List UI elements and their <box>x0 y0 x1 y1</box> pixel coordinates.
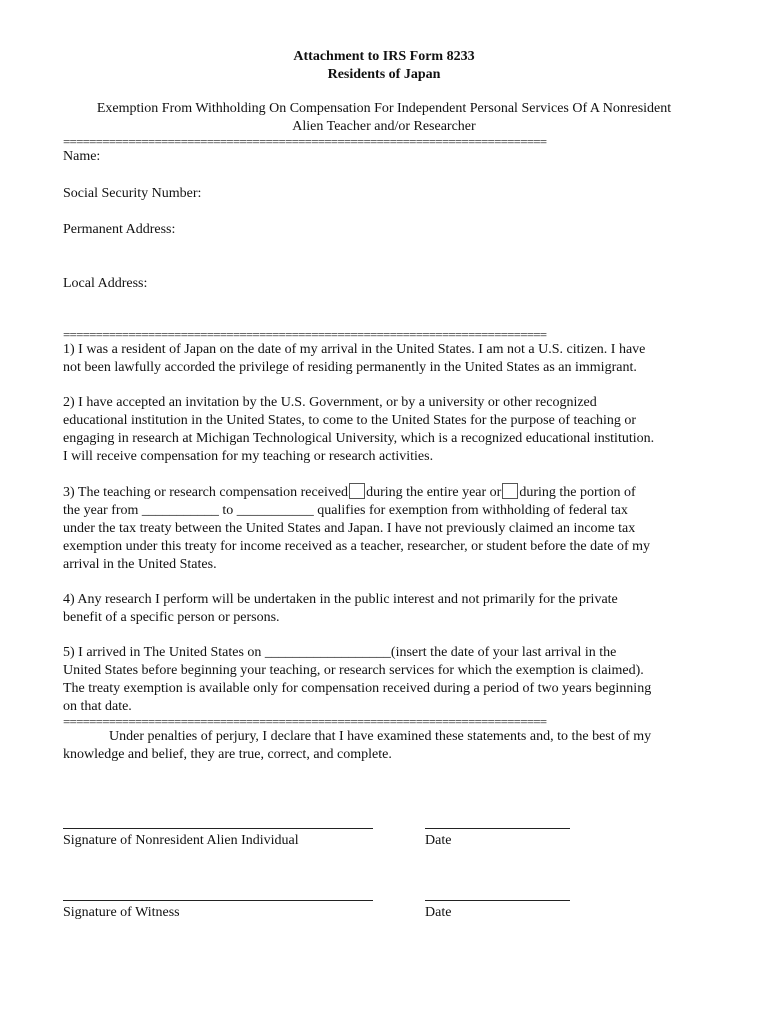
alien-signature-label: Signature of Nonresident Alien Individual <box>63 833 299 848</box>
separator-bottom: ========================================================================== <box>63 716 547 728</box>
statement-3-line4: exemption under this treaty for income received as a teacher, researcher, or student before the date of my <box>63 539 651 554</box>
form-subtitle-line2: Alien Teacher and/or Researcher <box>292 119 476 134</box>
form-title-line1: Attachment to IRS Form 8233 <box>293 49 475 64</box>
statement-5 <box>63 644 705 716</box>
statement-2-line3: engaging in research at Michigan Technological University, which is a recognized educational institution. <box>63 431 655 446</box>
declaration-line1-text: Under penalties of perjury, I declare that I have examined these statements and, to the best of my <box>109 729 652 744</box>
statement-5-line3: The treaty exemption is available only for compensation received during a period of two years beginning <box>63 681 652 696</box>
witness-date-label: Date <box>425 905 452 920</box>
statement-1-line1: 1) I was a resident of Japan on the date of my arrival in the United States. I am not a U.S. citizen. I have <box>63 342 646 357</box>
permanent-address-label: Permanent Address: <box>63 222 176 237</box>
statement-2-line4: I will receive compensation for my teaching or research activities. <box>63 449 434 464</box>
local-address-label: Local Address: <box>63 276 148 291</box>
statement-3-text-c: during the portion of <box>519 485 636 500</box>
witness-signature-label: Signature of Witness <box>63 905 180 920</box>
witness-signature-line[interactable] <box>63 900 373 901</box>
statement-5-line2: United States before beginning your teaching, or research services for which the exemption is claimed). <box>63 663 644 678</box>
statement-3-line5: arrival in the United States. <box>63 557 217 572</box>
form-subtitle <box>63 100 705 136</box>
statement-4 <box>63 591 705 627</box>
separator-top: ========================================================================== <box>63 136 547 148</box>
separator-middle: ========================================================================== <box>63 329 547 341</box>
declaration-line2: knowledge and belief, they are true, correct, and complete. <box>63 747 392 762</box>
statement-5-line4: on that date. <box>63 699 132 714</box>
form-title-line2: Residents of Japan <box>327 67 441 82</box>
alien-date-line[interactable] <box>425 828 570 829</box>
statement-5-line1: 5) I arrived in The United States on __________________(insert the date of your last arrival in the <box>63 645 617 660</box>
statement-3-line1 <box>63 483 705 502</box>
form-page <box>63 48 705 764</box>
portion-of-year-checkbox[interactable] <box>502 483 518 499</box>
witness-date-line[interactable] <box>425 900 570 901</box>
ssn-field-label: Social Security Number: <box>63 186 202 201</box>
alien-date-label: Date <box>425 833 452 848</box>
statement-2-line2: educational institution in the United States, to come to the United States for the purpose of teaching or <box>63 413 637 428</box>
statement-3-text-b: during the entire year or <box>366 485 502 500</box>
statement-1-line2: not been lawfully accorded the privilege of residing permanently in the United States as an immigrant. <box>63 360 637 375</box>
declaration <box>63 728 705 764</box>
name-field-label: Name: <box>63 149 101 164</box>
statement-2 <box>63 394 705 466</box>
statement-4-line2: benefit of a specific person or persons. <box>63 610 280 625</box>
statement-2-line1: 2) I have accepted an invitation by the U.S. Government, or by a university or other recognized <box>63 395 597 410</box>
statement-3 <box>63 483 705 574</box>
declaration-line1 <box>63 728 705 746</box>
statement-4-line1: 4) Any research I perform will be undertaken in the public interest and not primarily for the private <box>63 592 618 607</box>
statement-3-line3: under the tax treaty between the United States and Japan. I have not previously claimed an income tax <box>63 521 636 536</box>
statement-3-text-a: 3) The teaching or research compensation received <box>63 485 349 500</box>
form-subtitle-line1: Exemption From Withholding On Compensation For Independent Personal Services Of A Nonresident <box>96 101 672 116</box>
statement-1 <box>63 341 705 377</box>
entire-year-checkbox[interactable] <box>349 483 365 499</box>
alien-signature-line[interactable] <box>63 828 373 829</box>
statement-3-line2: the year from ___________ to ___________ qualifies for exemption from withholding of federal tax <box>63 503 628 518</box>
